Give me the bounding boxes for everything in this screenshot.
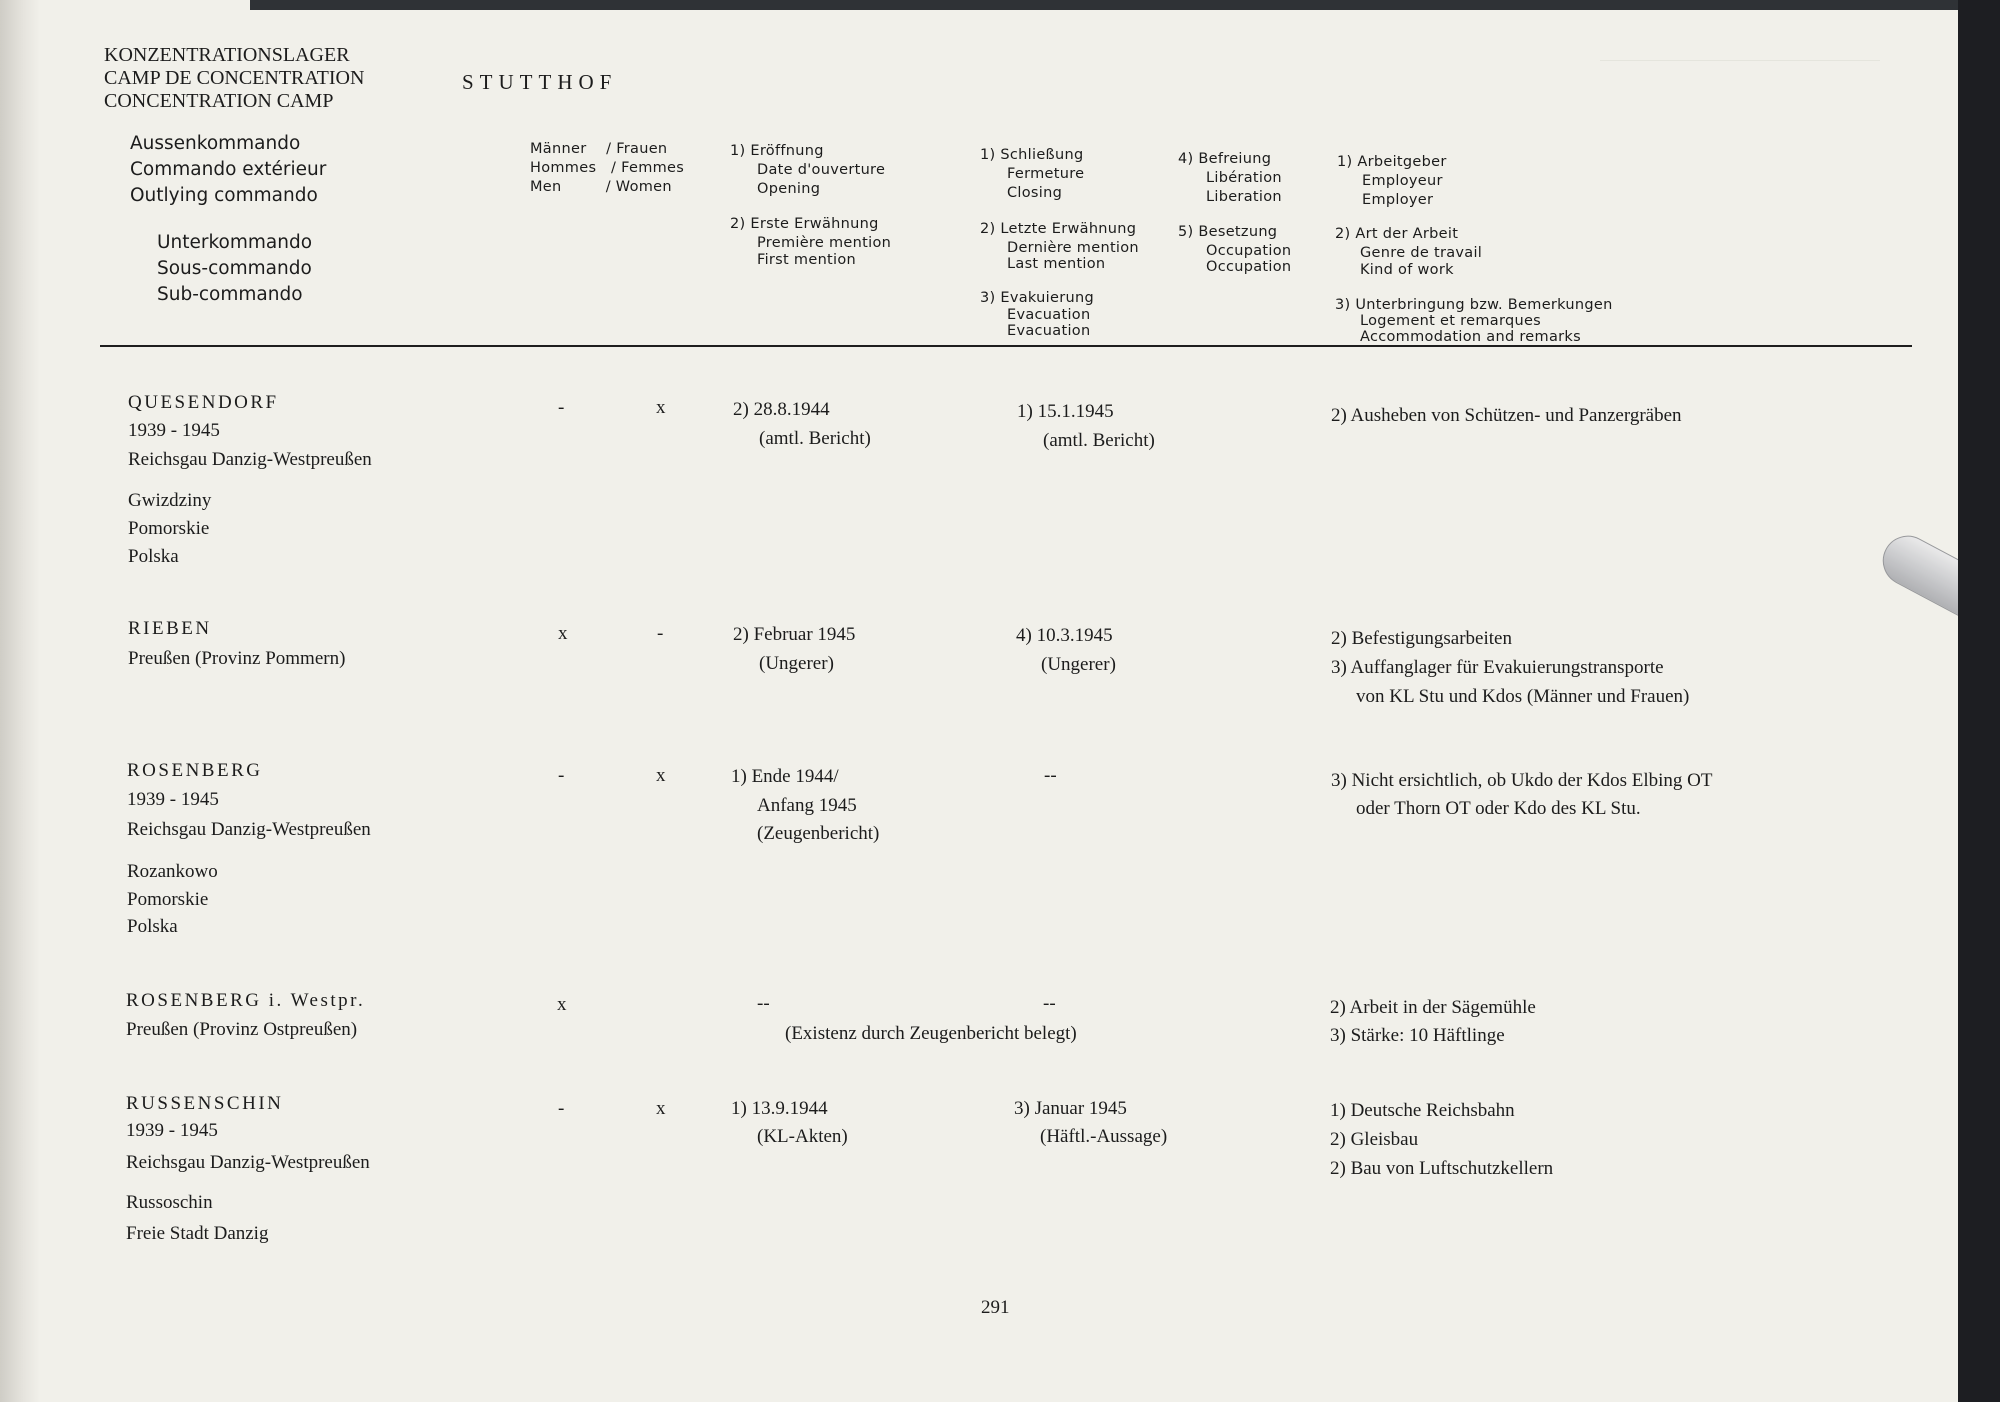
- gender-header-fr: Hommes / Femmes: [530, 160, 685, 176]
- accommodation-header-2: Logement et remarques: [1360, 313, 1542, 329]
- remarks-line: 3) Stärke: 10 Häftlinge: [1330, 1025, 1505, 1046]
- right-book-edge: [1958, 0, 2000, 1402]
- entry-line: Russoschin: [126, 1192, 213, 1213]
- opening-date: 2) Februar 1945: [733, 624, 856, 645]
- opening-source: (amtl. Bericht): [759, 428, 871, 449]
- sub-label-fr: Sous-commando: [157, 258, 312, 279]
- closing-date: 4) 10.3.1945: [1016, 625, 1113, 646]
- occupation-header-3: Occupation: [1206, 259, 1292, 275]
- remarks-line: von KL Stu und Kdos (Männer und Frauen): [1356, 686, 1690, 707]
- entry-line: Freie Stadt Danzig: [126, 1223, 269, 1244]
- first-mention-header-3: First mention: [757, 252, 857, 268]
- entry-line: Preußen (Provinz Pommern): [128, 648, 346, 669]
- women-mark: x: [656, 397, 666, 418]
- opening-date: 1) 13.9.1944: [731, 1098, 828, 1119]
- last-mention-header-1: 2) Letzte Erwähnung: [980, 221, 1137, 237]
- outlying-label-fr: Commando extérieur: [130, 159, 327, 180]
- evacuation-header-1: 3) Evakuierung: [980, 290, 1094, 306]
- entry-name: RUSSENSCHIN: [126, 1093, 284, 1114]
- employer-header-2: Employeur: [1362, 173, 1443, 189]
- evacuation-header-3: Evacuation: [1007, 323, 1091, 339]
- outlying-label-de: Aussenkommando: [130, 133, 301, 154]
- opening-date: 2) 28.8.1944: [733, 399, 830, 420]
- first-mention-header-1: 2) Erste Erwähnung: [730, 216, 879, 232]
- work-header-1: 2) Art der Arbeit: [1335, 226, 1459, 242]
- remarks-line: 2) Arbeit in der Sägemühle: [1330, 997, 1536, 1018]
- work-header-3: Kind of work: [1360, 262, 1454, 278]
- sub-label-de: Unterkommando: [157, 232, 313, 253]
- opening-date: 1) Ende 1944/: [731, 766, 839, 787]
- closing-date: 1) 15.1.1945: [1017, 401, 1114, 422]
- closing-date: --: [1044, 765, 1057, 786]
- entry-line: Reichsgau Danzig-Westpreußen: [126, 1152, 370, 1173]
- camp-name: STUTTHOF: [462, 70, 618, 94]
- liberation-header-2: Libération: [1206, 170, 1282, 186]
- opening-source: (Zeugenbericht): [757, 823, 880, 844]
- remarks-line: oder Thorn OT oder Kdo des KL Stu.: [1356, 798, 1641, 819]
- men-mark: -: [558, 397, 565, 418]
- entry-line: Polska: [128, 546, 179, 567]
- closing-header-1: 1) Schließung: [980, 147, 1084, 163]
- entry-line: Pomorskie: [127, 889, 209, 910]
- opening-header-2: Date d'ouverture: [757, 162, 886, 178]
- evacuation-header-2: Evacuation: [1007, 307, 1091, 323]
- opening-date-2: Anfang 1945: [757, 795, 857, 816]
- liberation-header-1: 4) Befreiung: [1178, 151, 1272, 167]
- sub-label-en: Sub-commando: [157, 284, 303, 305]
- women-mark: -: [657, 623, 664, 644]
- closing-date: --: [1043, 993, 1056, 1014]
- women-mark: x: [656, 1098, 666, 1119]
- closing-header-3: Closing: [1007, 185, 1063, 201]
- entry-line: 1939 - 1945: [126, 1120, 218, 1141]
- last-mention-header-3: Last mention: [1007, 256, 1106, 272]
- entry-line: Reichsgau Danzig-Westpreußen: [127, 819, 371, 840]
- opening-header-3: Opening: [757, 181, 821, 197]
- gender-header-en: Men / Women: [530, 179, 672, 195]
- remarks-line: 1) Deutsche Reichsbahn: [1330, 1100, 1515, 1121]
- page-number: 291: [981, 1297, 1010, 1318]
- existence-note: (Existenz durch Zeugenbericht belegt): [785, 1023, 1077, 1044]
- men-mark: x: [558, 623, 568, 644]
- work-header-2: Genre de travail: [1360, 245, 1483, 261]
- opening-source: (KL-Akten): [757, 1126, 848, 1147]
- opening-source: (Ungerer): [759, 653, 834, 674]
- camp-label-de: KONZENTRATIONSLAGER: [104, 44, 350, 66]
- entry-line: 1939 - 1945: [128, 420, 220, 441]
- entry-line: Polska: [127, 916, 178, 937]
- employer-header-1: 1) Arbeitgeber: [1337, 154, 1447, 170]
- opening-date: --: [757, 993, 770, 1014]
- top-edge: [250, 0, 1958, 10]
- camp-label-fr: CAMP DE CONCENTRATION: [104, 67, 365, 89]
- show-through-shadow: [1600, 60, 1880, 151]
- book-spine-shadow: [0, 0, 40, 1402]
- entry-name: ROSENBERG i. Westpr.: [126, 990, 366, 1011]
- entry-line: Pomorskie: [128, 518, 210, 539]
- entry-line: Reichsgau Danzig-Westpreußen: [128, 449, 372, 470]
- opening-header-1: 1) Eröffnung: [730, 143, 824, 159]
- entry-line: 1939 - 1945: [127, 789, 219, 810]
- closing-source: (amtl. Bericht): [1043, 430, 1155, 451]
- entry-name: RIEBEN: [128, 618, 212, 639]
- last-mention-header-2: Dernière mention: [1007, 240, 1139, 256]
- entry-name: ROSENBERG: [127, 760, 263, 781]
- entry-line: Preußen (Provinz Ostpreußen): [126, 1019, 358, 1040]
- entry-line: Rozankowo: [127, 861, 218, 882]
- remarks-line: 2) Ausheben von Schützen- und Panzergräben: [1331, 405, 1682, 426]
- occupation-header-2: Occupation: [1206, 243, 1292, 259]
- header-divider: [100, 345, 1912, 347]
- gender-header-de: Männer / Frauen: [530, 141, 668, 157]
- remarks-line: 3) Auffanglager für Evakuierungstransporte: [1331, 657, 1664, 678]
- men-mark: -: [558, 765, 565, 786]
- first-mention-header-2: Première mention: [757, 235, 892, 251]
- remarks-line: 2) Gleisbau: [1330, 1129, 1419, 1150]
- outlying-label-en: Outlying commando: [130, 185, 318, 206]
- entry-name: QUESENDORF: [128, 392, 279, 413]
- men-mark: x: [557, 994, 567, 1015]
- occupation-header-1: 5) Besetzung: [1178, 224, 1278, 240]
- remarks-line: 3) Nicht ersichtlich, ob Ukdo der Kdos Elbing OT: [1331, 770, 1713, 791]
- closing-date: 3) Januar 1945: [1014, 1098, 1127, 1119]
- closing-header-2: Fermeture: [1007, 166, 1085, 182]
- remarks-line: 2) Befestigungsarbeiten: [1331, 628, 1512, 649]
- employer-header-3: Employer: [1362, 192, 1434, 208]
- camp-label-en: CONCENTRATION CAMP: [104, 90, 334, 112]
- accommodation-header-3: Accommodation and remarks: [1360, 329, 1581, 345]
- women-mark: x: [656, 765, 666, 786]
- closing-source: (Häftl.-Aussage): [1040, 1126, 1168, 1147]
- men-mark: -: [558, 1098, 565, 1119]
- accommodation-header-1: 3) Unterbringung bzw. Bemerkungen: [1335, 297, 1613, 313]
- remarks-line: 2) Bau von Luftschutzkellern: [1330, 1158, 1554, 1179]
- liberation-header-3: Liberation: [1206, 189, 1282, 205]
- entry-line: Gwizdziny: [128, 490, 212, 511]
- closing-source: (Ungerer): [1041, 654, 1116, 675]
